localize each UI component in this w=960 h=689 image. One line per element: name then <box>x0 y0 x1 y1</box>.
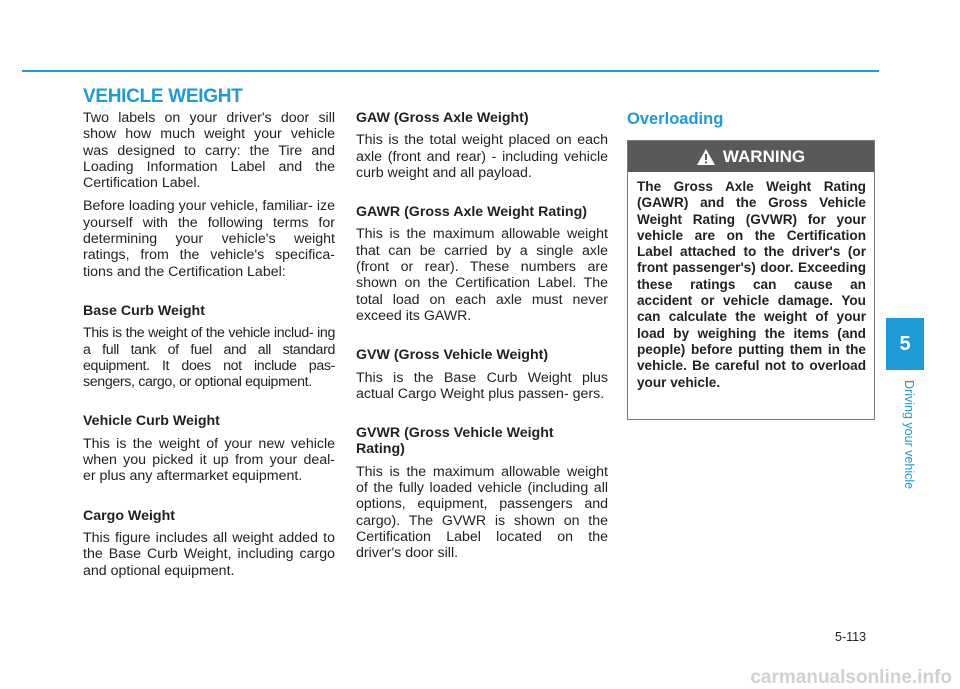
gaw-heading: GAW (Gross Axle Weight) <box>356 110 529 126</box>
warning-triangle-icon <box>697 149 715 165</box>
chapter-number: 5 <box>899 332 911 355</box>
gawr-heading: GAWR (Gross Axle Weight Rating) <box>356 204 587 221</box>
gvw-heading: GVW (Gross Vehicle Weight) <box>356 347 549 364</box>
column-2 <box>356 110 608 569</box>
top-rule <box>22 70 879 72</box>
warning-label: WARNING <box>722 146 806 166</box>
warning-text: The Gross Axle Weight Rating (GAWR) and the Gross Vehicle Weight Rating (GVWR) for your vehicle are on the Certification Label attached to the driver's (or front passenger's) door. Exceeding these ratings can cause an accident or vehicle damage. You can calculate the weight of your load by weighing the items (and people) before putting them in the vehicle. Be careful not to overload your vehicle. <box>637 179 866 390</box>
warning-box <box>627 140 875 420</box>
vehicle-curb-weight-text: This is the weight of your new vehicle when you picked it up from your deal- er plus any aftermarket equipment. <box>83 435 335 485</box>
cargo-weight-text: This figure includes all weight added to the Base Curb Weight, including cargo and optional equipment. <box>83 529 335 579</box>
overloading-heading: Overloading <box>627 110 724 128</box>
gawr-text: This is the maximum allowable weight that can be carried by a single axle (front or rear). These numbers are shown on the Certification Label. The total load on each axle must never exceed its GAWR. <box>356 226 608 324</box>
section-title: VEHICLE WEIGHT <box>83 86 243 107</box>
gvwr-heading: GVWR (Gross Vehicle Weight Rating) <box>356 425 554 458</box>
gvwr-text: This is the maximum allowable weight of the fully loaded vehicle (including all options, equipment, passengers and cargo). The GVWR is shown on the Certification Label located on the driver's door sill. <box>356 463 608 562</box>
chapter-tab <box>886 318 924 370</box>
intro-paragraph-1: Two labels on your driver's door sill show how much weight your vehicle was designed to carry: the Tire and Loading Information Label and the Certification Label. <box>83 110 335 192</box>
cargo-weight-heading: Cargo Weight <box>83 507 175 524</box>
base-curb-weight-text: This is the weight of the vehicle includ- ing a full tank of fuel and all standard equipment. It does not include pas- sengers, cargo, or optional equipment. <box>83 325 335 391</box>
gaw-text: This is the total weight placed on each axle (front and rear) - including vehicle curb weight and all payload. <box>356 132 608 181</box>
intro-paragraph-2: Before loading your vehicle, familiar- ize yourself with the following terms for determining your vehicle's weight ratings, from the vehicle's specifica- tions and the Certification Label: <box>83 198 335 280</box>
chapter-label: Driving your vehicle <box>902 380 916 490</box>
gvw-text: This is the Base Curb Weight plus actual Cargo Weight plus passen- gers. <box>356 369 608 402</box>
vehicle-curb-weight-heading: Vehicle Curb Weight <box>83 413 220 430</box>
page-number: 5-113 <box>835 630 867 644</box>
watermark: carmanualsonline.info <box>750 667 952 688</box>
warning-header <box>628 141 874 172</box>
base-curb-weight-heading: Base Curb Weight <box>83 302 205 319</box>
column-1 <box>83 110 335 586</box>
